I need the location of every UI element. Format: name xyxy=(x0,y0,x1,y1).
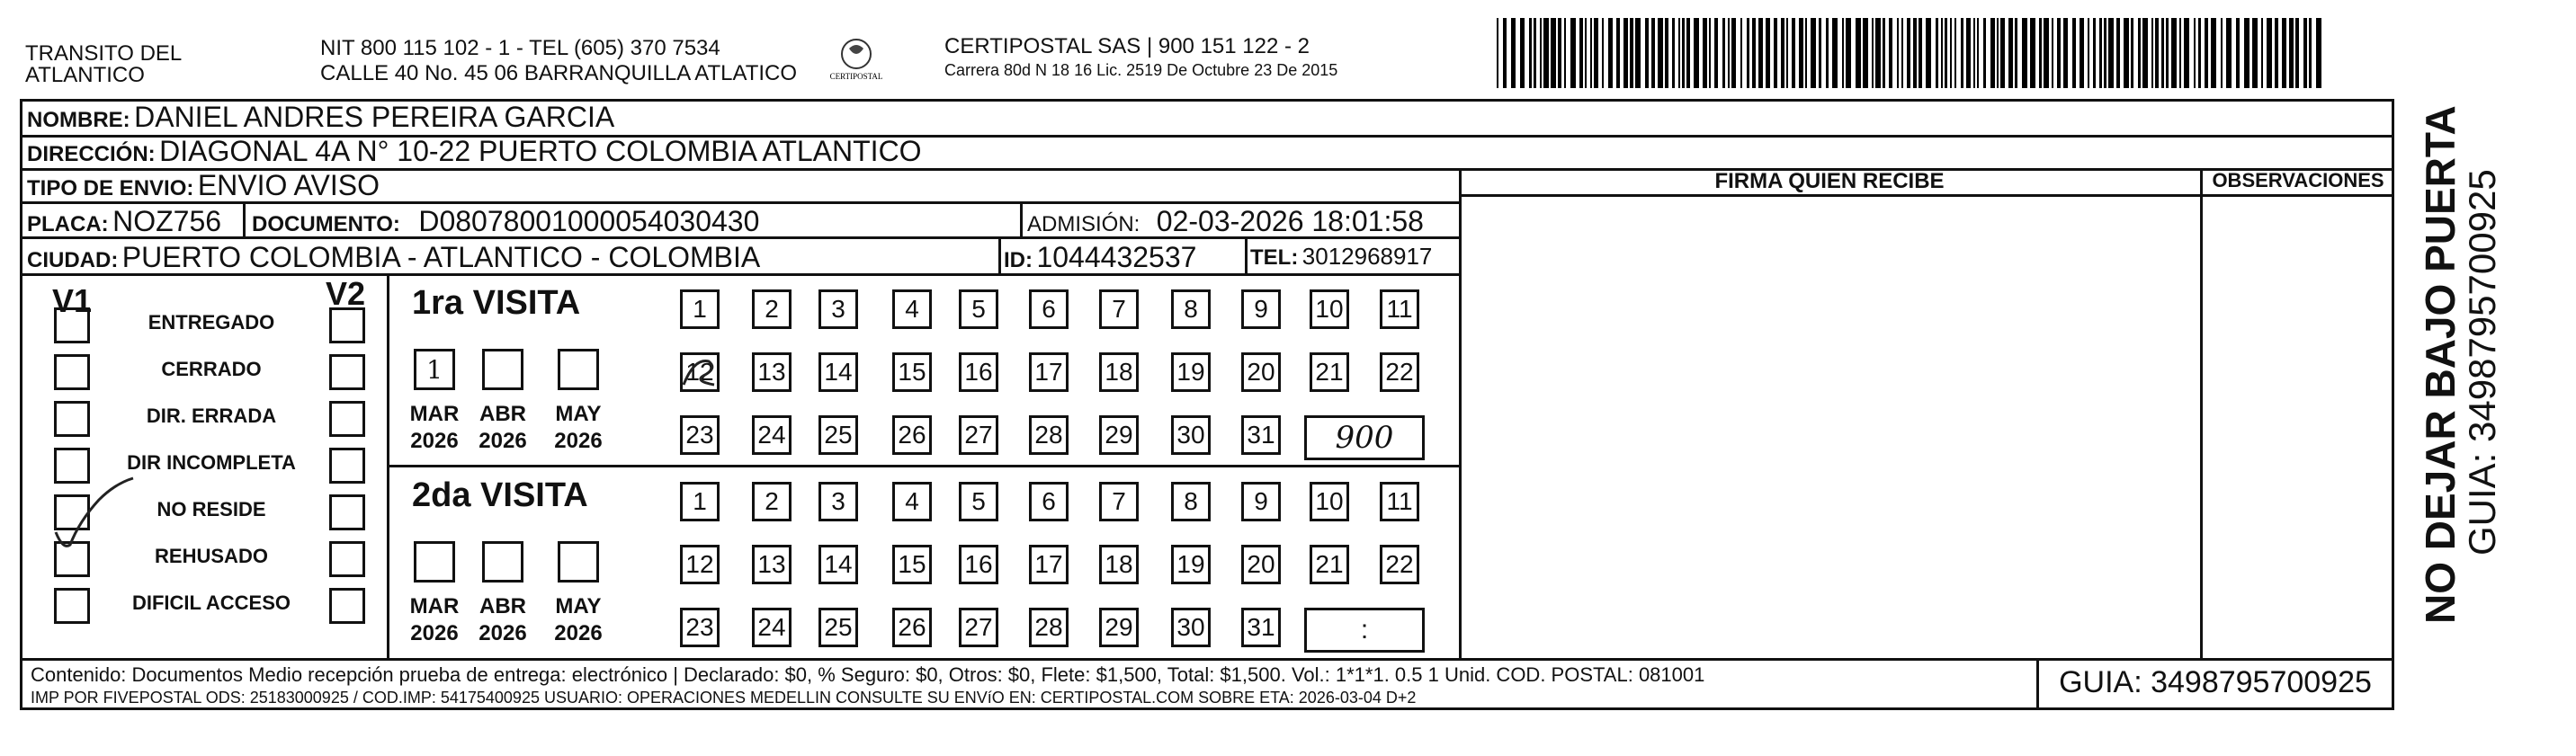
v2-checkbox[interactable] xyxy=(329,588,365,624)
visit-title: 1ra VISITA xyxy=(412,284,581,322)
ciudad-label: CIUDAD: xyxy=(27,248,119,272)
day-checkbox[interactable]: 25 xyxy=(818,415,858,455)
time-field[interactable]: : xyxy=(1304,608,1425,653)
day-checkbox[interactable]: 18 xyxy=(1099,545,1139,584)
day-checkbox[interactable]: 12 xyxy=(680,545,720,584)
day-checkbox[interactable]: 7 xyxy=(1099,482,1139,521)
day-checkbox[interactable]: 28 xyxy=(1029,608,1069,647)
day-checkbox[interactable]: 13 xyxy=(752,545,792,584)
day-checkbox[interactable]: 25 xyxy=(818,608,858,647)
tipo-row xyxy=(27,169,380,202)
day-checkbox[interactable]: 28 xyxy=(1029,415,1069,455)
admision-label: ADMISIÓN: xyxy=(1027,212,1140,236)
no-dejar-text: NO DEJAR BAJO PUERTA xyxy=(2417,105,2464,624)
side-guia-text: GUIA: 3498795700925 xyxy=(2461,169,2503,556)
month-label xyxy=(475,401,531,455)
time-field[interactable]: 900 xyxy=(1304,415,1425,460)
month-name: ABR xyxy=(479,402,526,426)
day-checkbox[interactable]: 7 xyxy=(1099,289,1139,329)
day-checkbox[interactable]: 10 xyxy=(1310,289,1349,329)
month-year: 2026 xyxy=(479,621,527,645)
day-checkbox[interactable]: 14 xyxy=(818,352,858,392)
day-checkbox[interactable]: 3 xyxy=(818,482,858,521)
month-checkbox[interactable] xyxy=(414,541,455,583)
logo-text: CERTIPOSTAL xyxy=(829,72,883,81)
day-checkbox[interactable]: 20 xyxy=(1241,352,1281,392)
v1-checkbox[interactable] xyxy=(54,588,90,624)
ciudad-value: PUERTO COLOMBIA - ATLANTICO - COLOMBIA xyxy=(121,241,761,273)
tel-label: TEL: xyxy=(1250,245,1299,270)
day-checkbox[interactable]: 26 xyxy=(892,415,932,455)
day-checkbox[interactable]: 21 xyxy=(1310,545,1349,584)
v2-checkbox[interactable] xyxy=(329,448,365,484)
row-divider xyxy=(1459,194,2394,197)
day-checkbox[interactable]: 5 xyxy=(959,482,998,521)
day-checkbox[interactable]: 22 xyxy=(1380,545,1419,584)
day-checkbox[interactable]: 29 xyxy=(1099,608,1139,647)
placa-label: PLACA: xyxy=(27,212,109,236)
day-checkbox[interactable]: 19 xyxy=(1171,545,1211,584)
status-label: CERRADO xyxy=(161,358,262,380)
v2-checkbox[interactable] xyxy=(329,494,365,530)
documento-value: D08078001000054030430 xyxy=(418,205,760,237)
direccion-row xyxy=(27,135,922,168)
day-checkbox[interactable]: 5 xyxy=(959,289,998,329)
nombre-label: NOMBRE: xyxy=(27,108,130,132)
certipostal-logo xyxy=(824,36,889,90)
month-name: MAY xyxy=(555,594,602,618)
v1-checkbox[interactable] xyxy=(54,307,90,343)
day-checkbox[interactable]: 20 xyxy=(1241,545,1281,584)
day-checkbox[interactable]: 8 xyxy=(1171,482,1211,521)
status-label: ENTREGADO xyxy=(148,311,275,334)
visit-title: 2da VISITA xyxy=(412,476,588,514)
month-label xyxy=(550,593,606,647)
month-checkbox[interactable] xyxy=(482,349,523,390)
v2-label: V2 xyxy=(326,275,366,312)
col-divider xyxy=(998,237,1001,274)
observaciones-header: OBSERVACIONES xyxy=(2212,169,2384,191)
nombre-value: DANIEL ANDRES PEREIRA GARCIA xyxy=(134,101,615,133)
day-checkbox[interactable]: 2 xyxy=(752,482,792,521)
nombre-row xyxy=(27,101,614,134)
barcode xyxy=(1497,18,2333,88)
admision-cell xyxy=(1027,205,1424,238)
day-checkbox[interactable]: 10 xyxy=(1310,482,1349,521)
day-checkbox[interactable]: 2 xyxy=(752,289,792,329)
day-checkbox[interactable]: 4 xyxy=(892,482,932,521)
documento-cell xyxy=(252,205,759,238)
placa-cell xyxy=(27,205,221,238)
v2-checkbox[interactable] xyxy=(329,354,365,390)
barcode-gap xyxy=(2321,18,2325,88)
month-year: 2026 xyxy=(410,621,459,645)
month-checkbox[interactable]: 1 xyxy=(414,349,455,390)
day-checkbox[interactable]: 4 xyxy=(892,289,932,329)
day-checkbox[interactable]: 9 xyxy=(1241,289,1281,329)
day-checkbox[interactable]: 6 xyxy=(1029,482,1069,521)
month-name: ABR xyxy=(479,594,526,618)
id-label: ID: xyxy=(1004,248,1033,272)
day-checkbox[interactable]: 6 xyxy=(1029,289,1069,329)
month-label xyxy=(550,401,606,455)
month-checkbox[interactable] xyxy=(558,541,599,583)
license-line: Carrera 80d N 18 16 Lic. 2519 De Octubre 23 De 2015 xyxy=(944,61,1338,79)
month-label xyxy=(475,593,531,647)
logo-icon xyxy=(824,36,889,90)
firma-header: FIRMA QUIEN RECIBE xyxy=(1714,169,1945,193)
address-line: CALLE 40 No. 45 06 BARRANQUILLA ATLATICO xyxy=(320,61,798,85)
day-checkbox[interactable]: 8 xyxy=(1171,289,1211,329)
day-checkbox[interactable]: 26 xyxy=(892,608,932,647)
v2-checkbox[interactable] xyxy=(329,401,365,437)
v1-label: V1 xyxy=(52,282,93,319)
direccion-value: DIAGONAL 4A N° 10-22 PUERTO COLOMBIA ATLANTICO xyxy=(159,135,922,167)
day-checkbox[interactable]: 15 xyxy=(892,545,932,584)
company-line-2: ATLANTICO xyxy=(25,63,145,87)
day-checkbox[interactable]: 11 xyxy=(1380,289,1419,329)
month-year: 2026 xyxy=(554,429,603,453)
day-checkbox[interactable]: 31 xyxy=(1241,608,1281,647)
month-label xyxy=(407,593,462,647)
check-mark-icon xyxy=(43,467,151,566)
row-divider xyxy=(387,465,1459,467)
contenido-text: Contenido: Documentos Medio recepción prueba de entrega: electrónico | Declarado: $0, % Seguro: $0, Otros: $0, Flete: $1,500, Total: $1,500. Vol.: 1*1*1. 0.5 1 Unid. COD. POSTAL: 081001 xyxy=(31,663,1705,686)
day-checkbox[interactable]: 15 xyxy=(892,352,932,392)
status-label: DIR. ERRADA xyxy=(146,405,277,427)
day-checkbox[interactable]: 17 xyxy=(1029,352,1069,392)
month-checkbox[interactable] xyxy=(558,349,599,390)
tipo-label: TIPO DE ENVIO: xyxy=(27,176,194,200)
col-divider xyxy=(1459,168,1462,658)
day-checkbox[interactable]: 16 xyxy=(959,545,998,584)
day-checkbox[interactable]: 19 xyxy=(1171,352,1211,392)
day-checkbox[interactable]: 22 xyxy=(1380,352,1419,392)
col-divider xyxy=(243,203,246,237)
day-checkbox[interactable]: 1 xyxy=(680,289,720,329)
day-checkbox[interactable]: 1 xyxy=(680,482,720,521)
day-checkbox[interactable]: 24 xyxy=(752,415,792,455)
month-year: 2026 xyxy=(410,429,459,453)
tel-value: 3012968917 xyxy=(1301,243,1433,270)
tel-cell xyxy=(1250,243,1432,271)
day-mark-icon xyxy=(678,349,723,394)
month-label xyxy=(407,401,462,455)
day-checkbox[interactable]: 16 xyxy=(959,352,998,392)
direccion-label: DIRECCIÓN: xyxy=(27,142,156,166)
col-divider xyxy=(2200,168,2203,658)
status-label: DIR INCOMPLETA xyxy=(127,451,296,474)
month-checkbox[interactable] xyxy=(482,541,523,583)
col-divider xyxy=(1245,237,1248,274)
day-checkbox[interactable]: 12 xyxy=(680,352,720,392)
month-year: 2026 xyxy=(479,429,527,453)
day-checkbox[interactable]: 27 xyxy=(959,415,998,455)
month-year: 2026 xyxy=(554,621,603,645)
status-label: DIFICIL ACCESO xyxy=(131,591,291,614)
day-checkbox[interactable]: 13 xyxy=(752,352,792,392)
day-checkbox[interactable]: 27 xyxy=(959,608,998,647)
day-checkbox[interactable]: 17 xyxy=(1029,545,1069,584)
admision-value: 02-03-2026 18:01:58 xyxy=(1156,205,1424,237)
certipostal-line: CERTIPOSTAL SAS | 900 151 122 - 2 xyxy=(944,34,1310,58)
status-label: NO RESIDE xyxy=(157,498,266,520)
col-divider xyxy=(1020,203,1023,237)
day-checkbox[interactable]: 21 xyxy=(1310,352,1349,392)
v1-checkbox[interactable] xyxy=(54,354,90,390)
company-name xyxy=(25,43,182,86)
day-checkbox[interactable]: 23 xyxy=(680,415,720,455)
month-name: MAR xyxy=(409,402,460,426)
ciudad-cell xyxy=(27,241,760,274)
day-checkbox[interactable]: 11 xyxy=(1380,482,1419,521)
guia-box: GUIA: 3498795700925 xyxy=(2059,665,2372,699)
placa-value: NOZ756 xyxy=(112,205,222,237)
month-name: MAR xyxy=(409,594,460,618)
tipo-value: ENVIO AVISO xyxy=(197,169,380,201)
company-line-1: TRANSITO DEL xyxy=(25,41,183,66)
day-checkbox[interactable]: 29 xyxy=(1099,415,1139,455)
id-value: 1044432537 xyxy=(1036,241,1197,273)
month-name: MAY xyxy=(555,402,602,426)
day-checkbox[interactable]: 14 xyxy=(818,545,858,584)
day-checkbox[interactable]: 9 xyxy=(1241,482,1281,521)
day-checkbox[interactable]: 31 xyxy=(1241,415,1281,455)
status-label: REHUSADO xyxy=(155,545,268,567)
day-checkbox[interactable]: 24 xyxy=(752,608,792,647)
id-cell xyxy=(1004,241,1196,274)
day-checkbox[interactable]: 23 xyxy=(680,608,720,647)
v2-checkbox[interactable] xyxy=(329,541,365,577)
day-checkbox[interactable]: 30 xyxy=(1171,608,1211,647)
v1-checkbox[interactable] xyxy=(54,401,90,437)
documento-label: DOCUMENTO: xyxy=(252,212,400,236)
day-checkbox[interactable]: 30 xyxy=(1171,415,1211,455)
v2-checkbox[interactable] xyxy=(329,307,365,343)
nit-line: NIT 800 115 102 - 1 - TEL (605) 370 7534 xyxy=(320,36,720,60)
day-checkbox[interactable]: 3 xyxy=(818,289,858,329)
imp-text: IMP POR FIVEPOSTAL ODS: 25183000925 / COD.IMP: 54175400925 USUARIO: OPERACIONES MEDELLIN CONSULTE SU ENVíO EN: CERTIPOSTAL.COM SOBRE ETA: 2026-03-04 D+2 xyxy=(31,689,1417,707)
day-checkbox[interactable]: 18 xyxy=(1099,352,1139,392)
